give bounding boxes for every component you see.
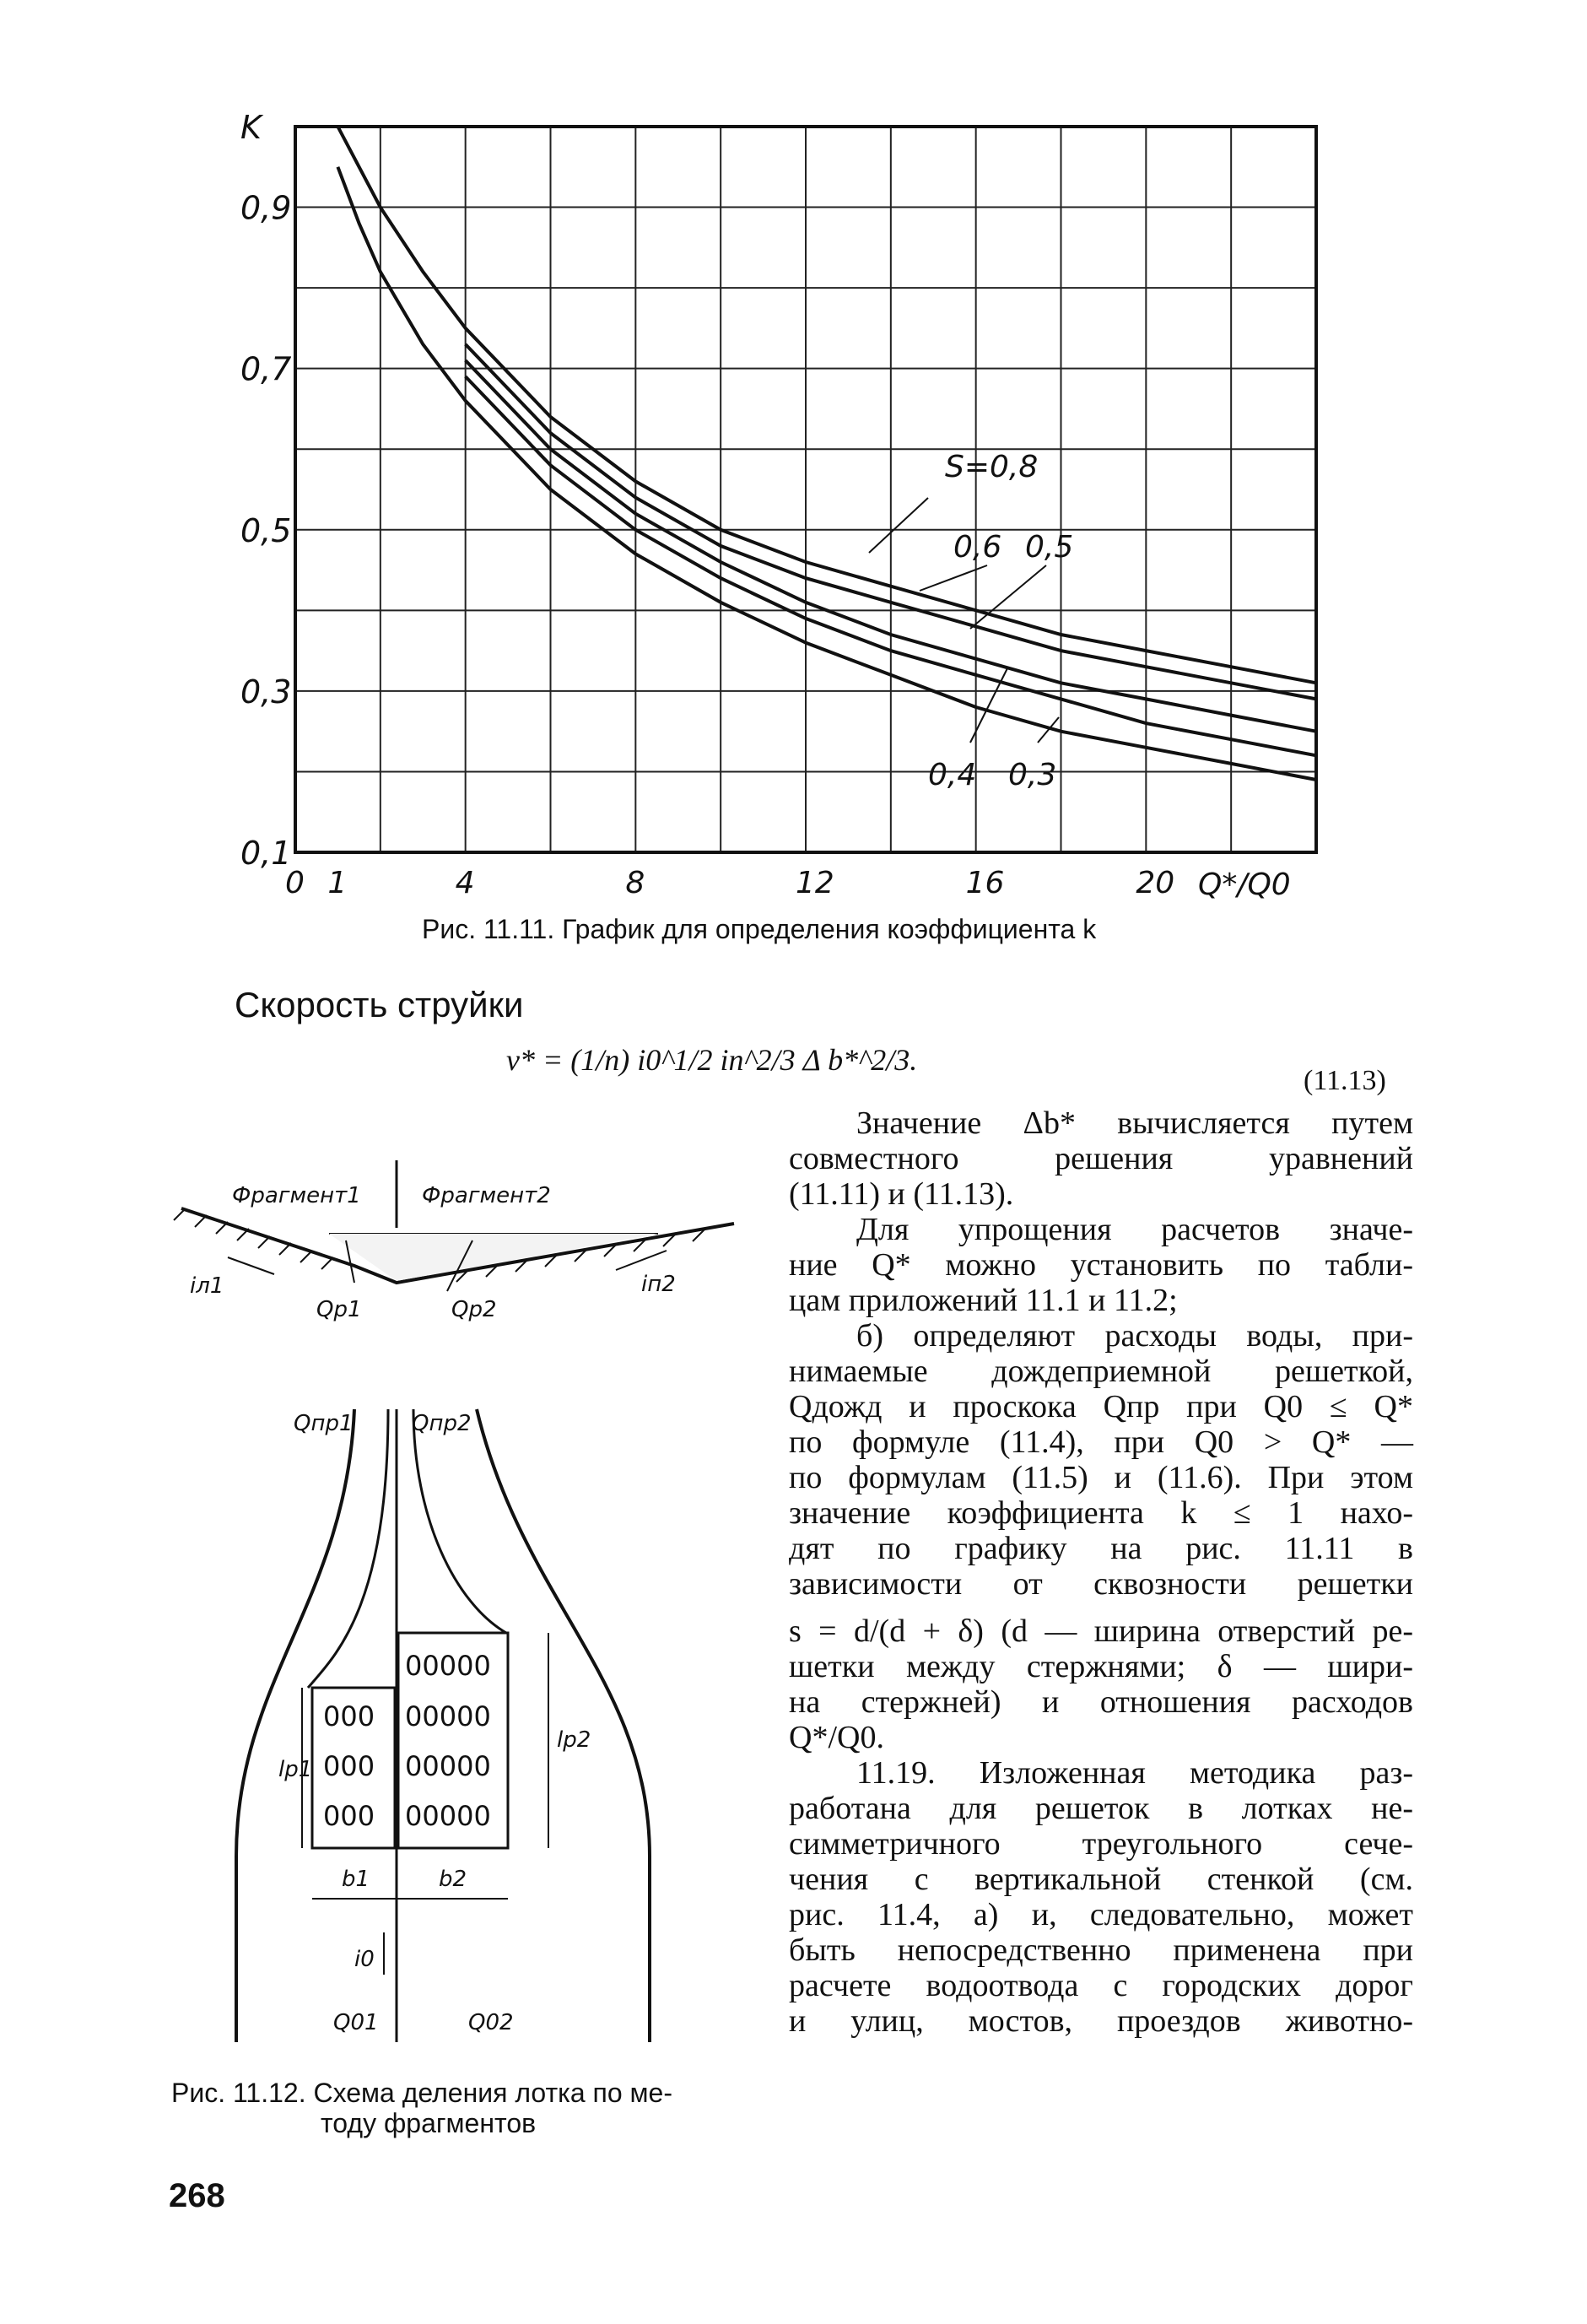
i-l1-label: iл1	[190, 1273, 224, 1299]
grid-left-row-1: 000	[323, 1700, 375, 1732]
x-tick-label: 12	[796, 866, 834, 900]
p4-line-8: и улиц, мостов, проездов животно-	[789, 2003, 1413, 2039]
lead-text: Скорость струйки	[235, 985, 524, 1024]
p1-line-3: (11.11) и (11.13).	[789, 1176, 1014, 1212]
fragment1-label: Фрагмент1	[232, 1183, 361, 1208]
q01-label: Q01	[333, 2010, 379, 2035]
formula-number: (11.13)	[1304, 1065, 1386, 1096]
right-column-text	[789, 1105, 1413, 2039]
x-tick-label: 8	[625, 866, 645, 900]
p4-line-1: 11.19. Изложенная методика раз-	[856, 1755, 1413, 1791]
p1-line-1: Значение Δb* вычисляется путем	[856, 1105, 1413, 1141]
y-tick-label: 0,5	[240, 511, 292, 549]
p3-line-1: б) определяют расходы воды, при-	[856, 1318, 1413, 1354]
x-tick-label: 4	[455, 866, 475, 900]
p4-line-5: рис. 11.4, а) и, следовательно, может	[789, 1897, 1413, 1932]
q-np2-label: Qпр2	[412, 1411, 472, 1436]
fig-11-12-caption-line1: Рис. 11.12. Схема деления лотка по ме-	[171, 2078, 672, 2108]
series-label: 0,5	[1025, 530, 1074, 565]
i-p2-arrow	[616, 1251, 667, 1270]
y-tick-label: 0,9	[240, 189, 292, 227]
s-formula-line-1: s = d/(d + δ) (d — ширина отверстий ре-	[789, 1613, 1413, 1649]
p3-line-3: Qдожд и проскока Qпр при Q0 ≤ Q*	[789, 1389, 1413, 1424]
grid-right-row-3: 00000	[405, 1750, 491, 1782]
series-label: 0,6	[953, 530, 1002, 565]
lp1-label: lp1	[278, 1757, 313, 1782]
i-p2-label: iп2	[641, 1272, 676, 1297]
p4-line-6: быть непосредственно применена при	[789, 1932, 1413, 1968]
s-formula-line-2: шетки между стержнями; δ — шири-	[789, 1649, 1413, 1684]
y-tick-label: 0,1	[240, 835, 292, 872]
p3-line-4: по формуле (11.4), при Q0 > Q* —	[789, 1424, 1413, 1460]
q-np1-label: Qпр1	[294, 1411, 354, 1436]
right-flow-line	[413, 1409, 506, 1633]
p4-line-3: симметричного треугольного сече-	[789, 1826, 1413, 1862]
x-axis-label: Q*/Q0	[1198, 867, 1291, 902]
grid-right-row-2: 00000	[405, 1700, 491, 1732]
grid-left-row-2: 000	[323, 1750, 375, 1782]
s-formula-line-4: Q*/Q0.	[789, 1720, 884, 1755]
fig-11-12-caption-line2: тоду фрагментов	[321, 2108, 537, 2138]
p4-line-7: расчете водоотвода с городских дорог	[789, 1968, 1413, 2003]
p4-line-2: работана для решеток в лотках не-	[789, 1791, 1413, 1826]
series-label: 0,3	[1008, 758, 1057, 792]
grid-left-row-3: 000	[323, 1800, 375, 1832]
p2-line-3: цам приложений 11.1 и 11.2;	[789, 1283, 1178, 1318]
q02-label: Q02	[468, 2010, 514, 2035]
series-label: 0,4	[928, 758, 977, 792]
p2-line-1: Для упрощения расчетов значе-	[856, 1212, 1413, 1247]
p3-line-5: по формулам (11.5) и (11.6). При этом	[789, 1460, 1413, 1495]
x-tick-label: 0	[285, 866, 305, 900]
lp2-label: lp2	[557, 1727, 591, 1753]
y-tick-label: 0,3	[240, 673, 292, 711]
p3-line-8: зависимости от сквозности решетки	[789, 1566, 1413, 1602]
series-label: S=0,8	[945, 450, 1039, 484]
b2-label: b2	[439, 1867, 467, 1892]
grid-right-row-1: 00000	[405, 1650, 491, 1682]
p1-line-2: совместного решения уравнений	[789, 1141, 1413, 1176]
s-formula-line-3: на стержней) и отношения расходов	[789, 1684, 1413, 1720]
p3-line-2: нимаемые дождеприемной решеткой,	[789, 1354, 1413, 1389]
i-l1-arrow	[228, 1257, 274, 1274]
q-p2-label: Qp2	[451, 1297, 497, 1322]
p3-line-7: дят по графику на рис. 11.11 в	[789, 1531, 1413, 1566]
i0-label: i0	[354, 1947, 375, 1972]
p2-line-2: ние Q* можно установить по табли-	[789, 1247, 1413, 1283]
q-p1-label: Qp1	[316, 1297, 362, 1322]
grid-right-row-4: 00000	[405, 1800, 491, 1832]
page-number: 268	[169, 2177, 225, 2214]
left-flow-line	[308, 1409, 388, 1688]
x-tick-label: 20	[1136, 866, 1175, 900]
x-tick-label: 16	[965, 866, 1005, 900]
x-tick-label: 1	[327, 866, 348, 900]
formula-11-13: v* = (1/n) i0^1/2 iп^2/3 Δ b*^2/3.	[506, 1043, 918, 1077]
y-tick-label: K	[240, 109, 262, 146]
fig-11-11-caption: Рис. 11.11. График для определения коэффициента k	[422, 914, 1097, 944]
b1-label: b1	[342, 1867, 370, 1892]
right-outer-wall	[477, 1409, 650, 2042]
p3-line-6: значение коэффициента k ≤ 1 нахо-	[789, 1495, 1413, 1531]
y-tick-label: 0,7	[240, 350, 292, 388]
fragment2-label: Фрагмент2	[422, 1183, 551, 1208]
p4-line-4: чения с вертикальной стенкой (см.	[789, 1862, 1413, 1897]
